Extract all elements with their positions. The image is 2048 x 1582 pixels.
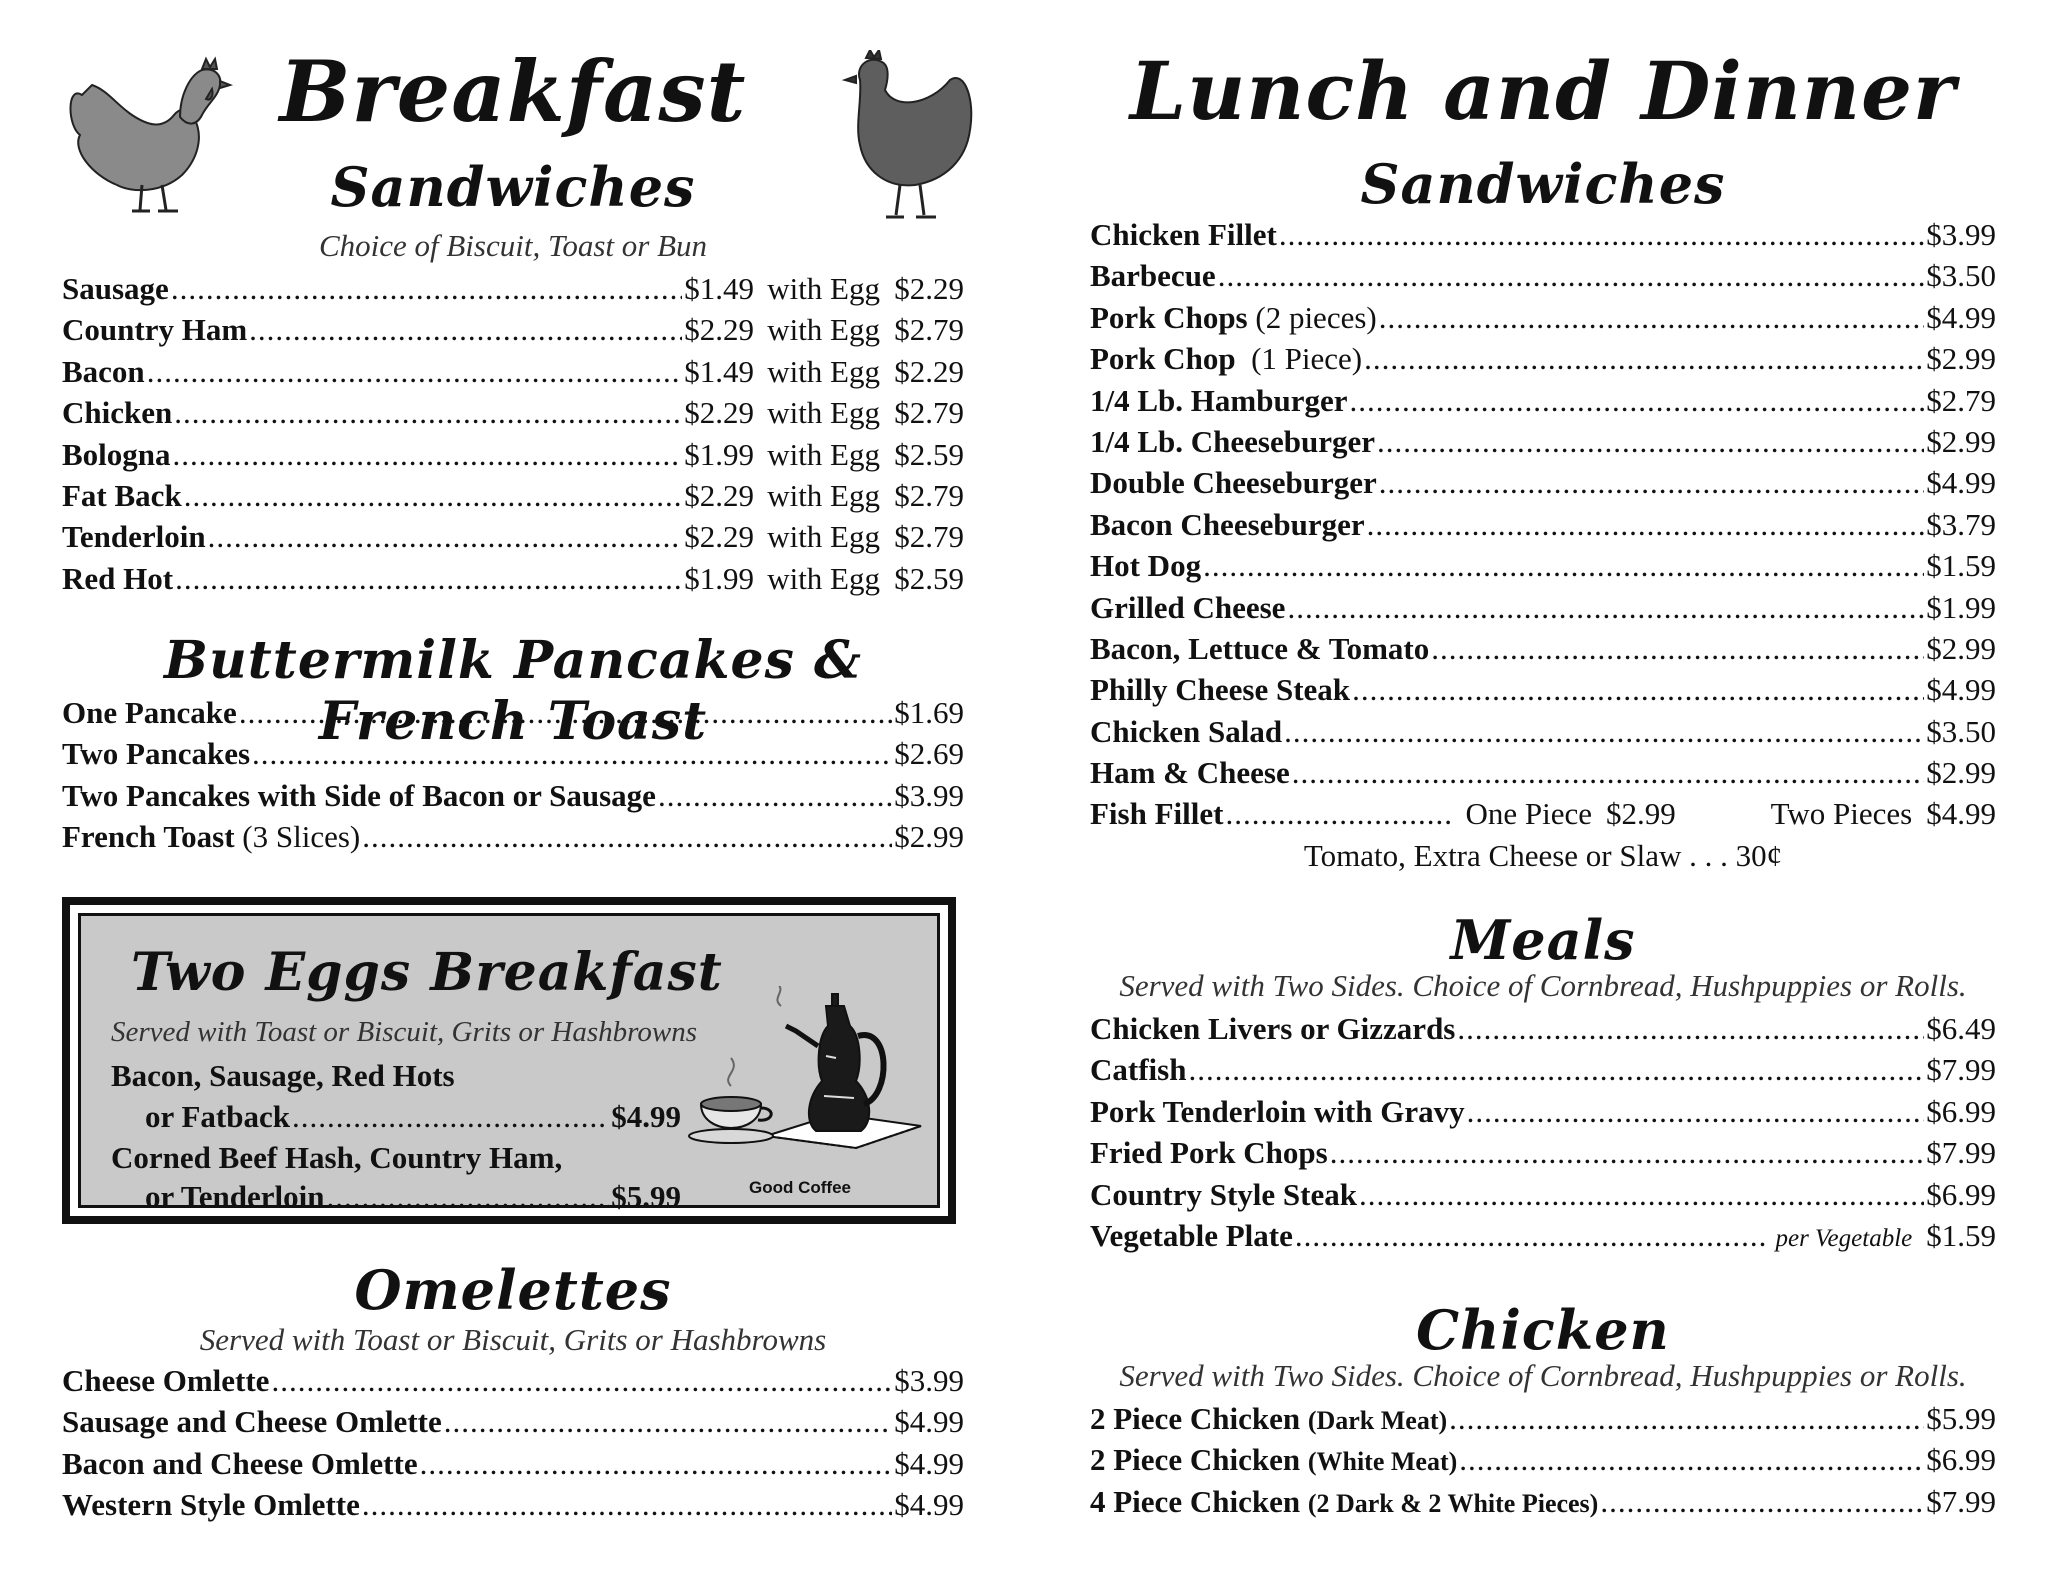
item-price: $2.99 [1926, 630, 1996, 666]
menu-item [1090, 1091, 1996, 1132]
item-name: 2 Piece Chicken [1090, 1401, 1301, 1436]
menu-item [1090, 1215, 1996, 1256]
item-price: $3.99 [1926, 217, 1996, 252]
item-note: (White Meat) [1307, 1447, 1458, 1477]
item-price: $7.99 [1926, 1135, 1996, 1171]
item-name: Red Hot [62, 560, 174, 596]
item-name: Bacon and Cheese Omlette [62, 1445, 418, 1481]
egg-label: with Egg [767, 312, 880, 348]
item-name: Chicken Salad [1090, 713, 1283, 749]
item-name: Chicken [62, 395, 173, 431]
breakfast-title: Breakfast [279, 42, 747, 141]
menu-item [62, 816, 964, 857]
item-price: $4.99 [894, 1487, 964, 1523]
item-name: Country Style Steak [1090, 1176, 1357, 1212]
lunch-sandwiches-title: Sandwiches [1360, 152, 1726, 216]
egg-price: $2.29 [894, 353, 964, 389]
fish-two-label: Two Pieces [1770, 796, 1913, 832]
lunch-title: Lunch and Dinner [1129, 44, 1957, 138]
item-name: Ham & Cheese [1090, 755, 1290, 791]
breakfast-sandwiches-subtitle: Choice of Biscuit, Toast or Bun [318, 228, 708, 263]
pancakes-list [62, 692, 964, 858]
fish-fillet-row [1090, 793, 1996, 834]
item-price: $2.29 [684, 312, 754, 348]
item-price: $2.29 [684, 395, 754, 431]
two-eggs-item1-line1: Bacon, Sausage, Red Hots [111, 1058, 455, 1093]
omelettes-title: Omelettes [354, 1258, 672, 1322]
item-price: $2.29 [684, 519, 754, 555]
menu-item [62, 309, 964, 350]
menu-item [62, 475, 964, 516]
menu-item [1090, 1481, 1996, 1522]
item-name: 2 Piece Chicken [1090, 1442, 1301, 1478]
item-price: $7.99 [1926, 1483, 1996, 1519]
menu-item [1090, 338, 1996, 379]
item-price: $2.99 [1926, 341, 1996, 377]
pancakes-title: Buttermilk Pancakes & French Toast [164, 630, 862, 752]
menu-item [1090, 462, 1996, 503]
item-price: $4.99 [1926, 672, 1996, 708]
chicken-list [1090, 1398, 1996, 1522]
egg-label: with Egg [767, 353, 880, 389]
item-price: $1.99 [1926, 589, 1996, 625]
item-name: Bacon [62, 353, 145, 389]
meals-title: Meals [1450, 908, 1636, 972]
omelettes-subtitle: Served with Toast or Biscuit, Grits or Hashbrowns [199, 1322, 827, 1357]
item-price: $3.50 [1926, 713, 1996, 749]
item-note: (3 Slices) [242, 819, 361, 855]
item-name: Cheese Omlette [62, 1363, 270, 1398]
menu-item [62, 516, 964, 557]
menu-item [1090, 380, 1996, 421]
menu-item [1090, 421, 1996, 462]
egg-label: with Egg [767, 560, 880, 596]
item-price: $1.49 [684, 353, 754, 389]
menu-item [1090, 1439, 1996, 1480]
two-eggs-item2 [145, 1176, 681, 1217]
chicken-subtitle: Served with Two Sides. Choice of Cornbread, Hushpuppies or Rolls. [1119, 1358, 1967, 1393]
item-name: Catfish [1090, 1052, 1187, 1088]
item-price: $1.99 [684, 560, 754, 596]
fish-two-price: $4.99 [1926, 796, 1996, 832]
item-name: Double Cheeseburger [1090, 465, 1377, 501]
item-price: $2.99 [1926, 755, 1996, 791]
item-name: Bacon, Lettuce & Tomato [1090, 630, 1430, 666]
two-eggs-item1 [145, 1096, 681, 1137]
two-eggs-item2-line2: or Tenderloin [145, 1179, 325, 1214]
item-price: $1.59 [1926, 1217, 1996, 1253]
item-price: $4.99 [1926, 465, 1996, 501]
item-name: Bologna [62, 436, 171, 472]
item-name: Two Pancakes [62, 736, 251, 772]
item-price: $4.99 [1926, 299, 1996, 335]
two-eggs-item1-price: $4.99 [611, 1099, 681, 1134]
egg-label: with Egg [767, 395, 880, 431]
two-eggs-item2-price: $5.99 [611, 1179, 681, 1214]
omelettes-list [62, 1360, 964, 1526]
menu-item [62, 351, 964, 392]
item-name: Vegetable Plate [1090, 1217, 1293, 1253]
menu-item [1090, 1174, 1996, 1215]
menu-item [1090, 1398, 1996, 1439]
menu-item [62, 434, 964, 475]
item-name: Hot Dog [1090, 548, 1202, 584]
item-name: French Toast [62, 819, 235, 855]
extras-note: Tomato, Extra Cheese or Slaw . . . 30¢ [1303, 838, 1783, 873]
egg-price: $2.79 [894, 312, 964, 348]
coffee-pot-icon [686, 986, 936, 1156]
item-name: Chicken Fillet [1090, 217, 1277, 252]
menu-item [1090, 628, 1996, 669]
two-eggs-subtitle: Served with Toast or Biscuit, Grits or Hashbrowns [111, 1016, 697, 1048]
menu-item [62, 1401, 964, 1442]
item-name: One Pancake [62, 695, 237, 730]
item-price: $1.49 [684, 271, 754, 306]
egg-label: with Egg [767, 477, 880, 513]
item-note: (Dark Meat) [1307, 1406, 1448, 1435]
item-price: $3.99 [894, 1363, 964, 1398]
lunch-sandwich-list [1090, 214, 1996, 835]
menu-item [1090, 1008, 1996, 1049]
item-price: $6.49 [1926, 1011, 1996, 1046]
item-price: $1.99 [684, 436, 754, 472]
breakfast-sandwich-list [62, 268, 964, 599]
menu-item [1090, 1049, 1996, 1090]
item-price: $4.99 [894, 1445, 964, 1481]
item-price: $6.99 [1926, 1442, 1996, 1478]
menu-item [62, 692, 964, 733]
item-name: Barbecue [1090, 258, 1216, 294]
egg-price: $2.59 [894, 436, 964, 472]
egg-price: $2.59 [894, 560, 964, 596]
item-name: 4 Piece Chicken [1090, 1483, 1301, 1519]
item-price: $5.99 [1926, 1401, 1996, 1436]
item-name: Pork Chops [1090, 299, 1248, 335]
item-name: Tenderloin [62, 519, 206, 555]
item-name: Fried Pork Chops [1090, 1135, 1328, 1171]
egg-label: with Egg [767, 271, 880, 306]
two-eggs-panel [78, 913, 940, 1214]
item-name: Chicken Livers or Gizzards [1090, 1011, 1456, 1046]
item-name: Pork Chop [1090, 341, 1236, 377]
two-eggs-title: Two Eggs Breakfast [131, 942, 723, 1003]
chicken-title: Chicken [1416, 1298, 1670, 1362]
meals-list [1090, 1008, 1996, 1256]
egg-price: $2.79 [894, 395, 964, 431]
item-name: Two Pancakes with Side of Bacon or Sausage [62, 777, 656, 813]
item-price: $7.99 [1926, 1052, 1996, 1088]
menu-item [1090, 1132, 1996, 1173]
menu-item [1090, 504, 1996, 545]
item-price: $2.79 [1926, 382, 1996, 418]
menu-item [1090, 669, 1996, 710]
item-price: $1.59 [1926, 548, 1996, 584]
menu-item [62, 1360, 964, 1401]
fish-one-label: One Piece [1465, 796, 1592, 832]
menu-item [1090, 214, 1996, 255]
menu-item [1090, 297, 1996, 338]
meals-subtitle: Served with Two Sides. Choice of Cornbread, Hushpuppies or Rolls. [1119, 968, 1967, 1003]
item-note: (2 pieces) [1255, 299, 1377, 335]
item-name: Western Style Omlette [62, 1487, 360, 1523]
menu-item [62, 1484, 964, 1525]
item-price: $2.69 [894, 736, 964, 772]
coffee-label: Good Coffee [749, 1178, 851, 1197]
egg-price: $2.79 [894, 477, 964, 513]
item-price: $3.50 [1926, 258, 1996, 294]
item-name: Pork Tenderloin with Gravy [1090, 1093, 1465, 1129]
menu-item [1090, 752, 1996, 793]
menu-item [62, 1443, 964, 1484]
egg-label: with Egg [767, 436, 880, 472]
item-price: $1.69 [894, 695, 964, 730]
item-name: 1/4 Lb. Hamburger [1090, 382, 1348, 418]
item-name: Fat Back [62, 477, 182, 513]
menu-item [1090, 587, 1996, 628]
menu-item [1090, 711, 1996, 752]
fish-one-price: $2.99 [1606, 796, 1676, 832]
item-name: Bacon Cheeseburger [1090, 506, 1365, 542]
breakfast-sandwiches-title: Sandwiches [330, 155, 696, 219]
item-price: $6.99 [1926, 1093, 1996, 1129]
menu-item [1090, 545, 1996, 586]
egg-price: $2.79 [894, 519, 964, 555]
item-note: (1 Piece) [1251, 341, 1363, 377]
two-eggs-item1-line2: or Fatback [145, 1099, 290, 1134]
egg-label: with Egg [767, 519, 880, 555]
item-name: Country Ham [62, 312, 248, 348]
menu-item [62, 268, 964, 309]
item-note: (2 Dark & 2 White Pieces) [1307, 1488, 1599, 1518]
item-name: 1/4 Lb. Cheeseburger [1090, 423, 1376, 459]
item-price: $3.99 [894, 777, 964, 813]
menu-item [62, 733, 964, 774]
item-name: Sausage and Cheese Omlette [62, 1404, 442, 1440]
menu-item [62, 775, 964, 816]
item-name: Sausage [62, 271, 169, 306]
item-price: $2.29 [684, 477, 754, 513]
two-eggs-box [62, 897, 956, 1224]
item-name: Grilled Cheese [1090, 589, 1286, 625]
item-name: Philly Cheese Steak [1090, 672, 1351, 708]
item-note: per Vegetable [1775, 1224, 1913, 1252]
two-eggs-item2-line1: Corned Beef Hash, Country Ham, [111, 1140, 563, 1175]
fish-name: Fish Fillet [1090, 796, 1224, 832]
item-price: $3.79 [1926, 506, 1996, 542]
menu-item [1090, 255, 1996, 296]
menu-item [62, 558, 964, 599]
menu-item [62, 392, 964, 433]
item-price: $2.99 [1926, 423, 1996, 459]
egg-price: $2.29 [894, 271, 964, 306]
item-price: $2.99 [894, 819, 964, 855]
item-price: $4.99 [894, 1404, 964, 1440]
item-price: $6.99 [1926, 1176, 1996, 1212]
